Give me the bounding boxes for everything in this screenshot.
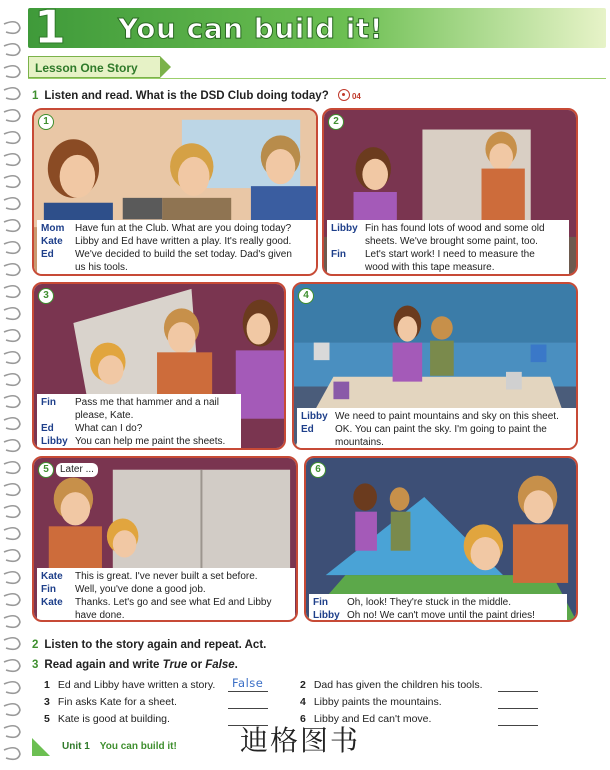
speaker-name [331,235,365,248]
dialog-text: Well, you've done a good job. [75,584,206,595]
item-text: Libby and Ed can't move. [313,713,432,725]
answer-blank[interactable] [228,708,268,709]
panel-5-dialog [37,568,295,622]
dialog-text: We need to paint mountains and sky on this sheet. [335,411,559,422]
dialog-text: Fin has found lots of wood and some old [365,223,545,234]
dialog-line [313,609,563,622]
task-3-text-b: or [187,659,206,671]
dialog-line [41,609,291,622]
item-number: 2 [300,679,306,691]
item-text: Libby paints the mountains. [313,696,442,708]
speaker-name: Fin [41,584,56,595]
dialog-text: OK. You can paint the sky. I'm going to paint the [335,424,547,435]
exercise-item [44,712,170,726]
item-number: 1 [44,679,50,691]
task-3 [32,657,238,673]
lesson-divider [28,78,606,79]
dialog-text: We've decided to build the set today. Dad's given [75,249,292,260]
dialog-text: Libby and Ed have written a play. It's really good. [75,236,292,247]
footer-title: You can build it! [99,741,177,752]
dialog-text: mountains. [335,437,384,448]
exercise-item [300,695,442,709]
dialog-line [41,396,237,409]
dialog-line [331,235,565,248]
dialog-line [301,423,573,436]
dialog-line [41,583,291,596]
task-number: 3 [32,659,39,671]
task-1 [32,88,361,105]
dialog-text: Oh no! We can't move until the paint dries! [347,610,535,621]
item-number: 4 [300,696,306,708]
answer-blank[interactable] [498,725,538,726]
dialog-text: Oh, look! They're stuck in the middle. [347,597,512,608]
dialog-text: sheets. We've brought some paint, too. [365,236,538,247]
task-3-false-word: False [205,659,235,671]
dialog-text: us his tools. [75,262,128,273]
dialog-text: What can I do? [75,423,143,434]
story-panel-1 [32,108,318,276]
dialog-line [41,422,237,435]
unit-number: 1 [33,0,66,54]
dialog-text: wood with this tape measure. [365,262,495,273]
dialog-text: have done. [75,610,125,621]
dialog-text: Thanks. Let's go and see what Ed and Libby [75,597,272,608]
spiral-binding [0,0,30,770]
answer-blank[interactable] [498,691,538,692]
speaker-name [331,261,365,274]
speaker-name: Kate [41,571,63,582]
story-panel-6 [304,456,578,622]
speaker-name [41,409,75,422]
speaker-name: Ed [41,423,54,434]
exercise-item [44,678,215,692]
speaker-name: Fin [313,597,328,608]
dialog-line [313,596,563,609]
panel-number: 4 [298,288,314,304]
panel-number: 5 [38,462,54,478]
speaker-name: Kate [41,236,63,247]
story-panel-4 [292,282,578,450]
dialog-line [41,248,313,261]
dialog-text: This is great. I've never built a set before. [75,571,258,582]
panel-2-dialog [327,220,569,276]
panel-3-dialog [37,394,241,450]
answer-blank[interactable] [228,691,268,692]
speaker-name: Libby [331,223,358,234]
dialog-line [331,261,565,274]
dialog-line [41,222,313,235]
speaker-name [41,609,75,622]
exercise-item [44,695,177,709]
speaker-name: Mom [41,223,65,234]
page-title: You can build it! [118,12,384,45]
lesson-tab-label: Lesson One Story [35,61,138,75]
speaker-name: Libby [41,436,68,447]
speaker-name [301,436,335,449]
footer [36,740,177,754]
watermark: 迪格图书 [240,724,361,757]
item-text: Kate is good at building. [57,713,170,725]
speaker-name: Libby [301,411,328,422]
answer-text: False [232,676,264,690]
panel-number: 6 [310,462,326,478]
audio-cd-icon[interactable] [338,89,350,101]
panel-number: 1 [38,114,54,130]
dialog-text: Let's start work! I need to measure the [365,249,535,260]
dialog-text: You can help me paint the sheets. [75,436,226,447]
speaker-name: Kate [41,597,63,608]
dialog-text: Pass me that hammer and a nail [75,397,219,408]
item-text: Fin asks Kate for a sheet. [57,696,177,708]
item-number: 5 [44,713,50,725]
dialog-line [331,248,565,261]
task-3-true-word: True [162,659,188,671]
panel-6-dialog [309,594,567,622]
later-caption: Later ... [56,463,98,477]
item-text: Dad has given the children his tools. [313,679,483,691]
answer-blank[interactable] [498,708,538,709]
exercise-item [300,678,483,692]
task-2-text: Listen to the story again and repeat. Act. [44,639,267,651]
panel-1-dialog [37,220,317,276]
dialog-line [301,436,573,449]
story-panel-5 [32,456,298,622]
dialog-line [301,410,573,423]
task-3-text-a: Read again and write [44,659,163,671]
panel-4-dialog [297,408,577,450]
speaker-name: Ed [41,249,54,260]
panel-number: 3 [38,288,54,304]
speaker-name [41,261,75,274]
speaker-name: Libby [313,610,340,621]
task-number: 2 [32,639,39,651]
dialog-line [331,222,565,235]
footer-unit: Unit 1 [62,741,90,752]
dialog-line [41,570,291,583]
story-panel-2 [322,108,578,276]
dialog-line [41,596,291,609]
item-text: Ed and Libby have written a story. [57,679,216,691]
dialog-line [41,435,237,448]
dialog-line [41,235,313,248]
speaker-name: Ed [301,424,314,435]
dialog-text: Have fun at the Club. What are you doing today? [75,223,292,234]
panel-number: 2 [328,114,344,130]
task-2 [32,637,266,653]
audio-track-number: 04 [351,92,361,101]
dialog-line [41,261,313,274]
speaker-name: Fin [331,249,346,260]
story-panel-3 [32,282,286,450]
lesson-tab [28,56,160,78]
item-number: 3 [44,696,50,708]
task-3-text-c: . [234,659,238,671]
item-number: 6 [300,713,306,725]
dialog-text: please, Kate. [75,410,134,421]
task-number: 1 [32,90,39,102]
task-1-text: Listen and read. What is the DSD Club doing today? [44,90,329,102]
dialog-line [41,409,237,422]
speaker-name: Fin [41,397,56,408]
